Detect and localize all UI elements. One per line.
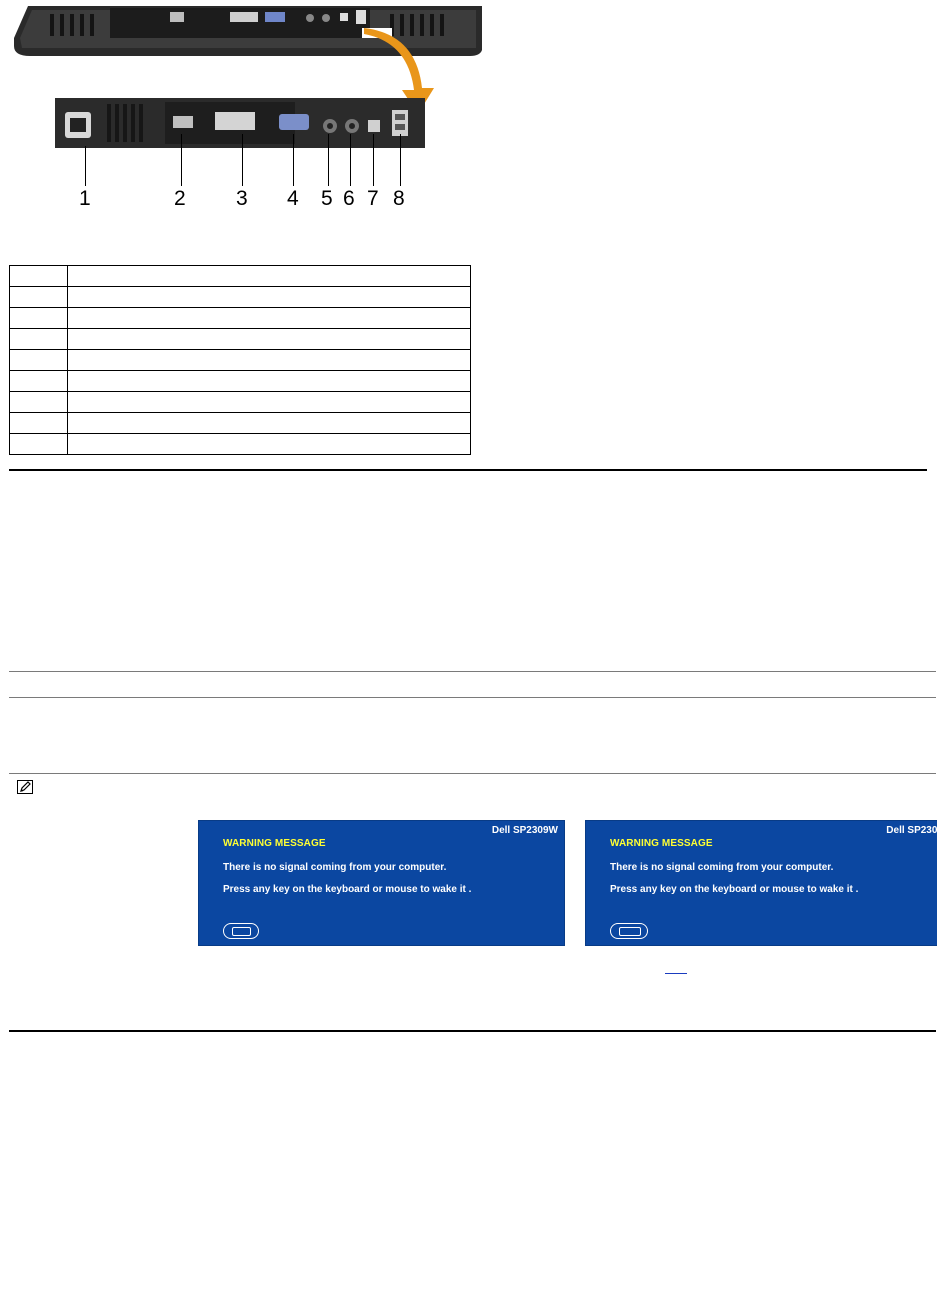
- table-row: [10, 329, 471, 350]
- callout-line-1: [85, 146, 86, 186]
- table-cell-description: [68, 413, 471, 434]
- note-rule: [9, 773, 936, 774]
- callout-line-2: [181, 134, 182, 186]
- table-row: [10, 350, 471, 371]
- table-cell-number: [10, 329, 68, 350]
- dvi-connector-icon: [610, 923, 648, 939]
- table-row: [10, 434, 471, 455]
- callout-line-7: [373, 134, 374, 186]
- table-rule: [9, 697, 936, 698]
- section-divider: [9, 469, 927, 471]
- warning-line: There is no signal coming from your computer.: [610, 862, 834, 873]
- table-cell-description: [68, 371, 471, 392]
- table-cell-description: [68, 434, 471, 455]
- model-label: Dell SP2309W: [491, 825, 558, 836]
- table-row: [10, 413, 471, 434]
- table-cell-number: [10, 287, 68, 308]
- warning-screen-vga: [198, 820, 565, 946]
- callout-number: 2: [174, 187, 186, 210]
- table-cell-number: [10, 308, 68, 329]
- pencil-note-icon: [17, 780, 33, 794]
- table-row: [10, 266, 471, 287]
- callout-line-8: [400, 134, 401, 186]
- table-cell-number: [10, 266, 68, 287]
- link-underline[interactable]: [665, 973, 687, 974]
- table-cell-number: [10, 392, 68, 413]
- table-cell-number: [10, 371, 68, 392]
- warning-line: Press any key on the keyboard or mouse to wake it .: [223, 884, 472, 895]
- table-cell-number: [10, 413, 68, 434]
- warning-title: WARNING MESSAGE: [610, 838, 713, 849]
- table-cell-number: [10, 434, 68, 455]
- table-cell-number: [10, 350, 68, 371]
- callout-number: 5: [321, 187, 333, 210]
- callout-line-4: [293, 134, 294, 186]
- table-cell-description: [68, 329, 471, 350]
- table-row: [10, 371, 471, 392]
- warning-line: Press any key on the keyboard or mouse to wake it .: [610, 884, 859, 895]
- callout-number: 1: [79, 187, 91, 210]
- warning-screen-dvi: [585, 820, 943, 946]
- table-cell-description: [68, 287, 471, 308]
- table-cell-description: [68, 350, 471, 371]
- connector-table: [9, 265, 471, 455]
- callout-line-3: [242, 134, 243, 186]
- callout-line-5: [328, 134, 329, 186]
- callout-number: 8: [393, 187, 405, 210]
- table-cell-description: [68, 266, 471, 287]
- table-rule: [9, 671, 936, 672]
- connector-panel-photo: [55, 98, 425, 148]
- table-cell-description: [68, 392, 471, 413]
- table-row: [10, 287, 471, 308]
- callout-number: 3: [236, 187, 248, 210]
- model-label: Dell SP2309: [886, 825, 943, 836]
- table-cell-description: [68, 308, 471, 329]
- section-divider: [9, 1030, 936, 1032]
- table-row: [10, 392, 471, 413]
- vga-connector-icon: [223, 923, 259, 939]
- table-row: [10, 308, 471, 329]
- callout-line-6: [350, 134, 351, 186]
- callout-number: 7: [367, 187, 379, 210]
- warning-title: WARNING MESSAGE: [223, 838, 326, 849]
- warning-line: There is no signal coming from your computer.: [223, 862, 447, 873]
- callout-number: 4: [287, 187, 299, 210]
- callout-number: 6: [343, 187, 355, 210]
